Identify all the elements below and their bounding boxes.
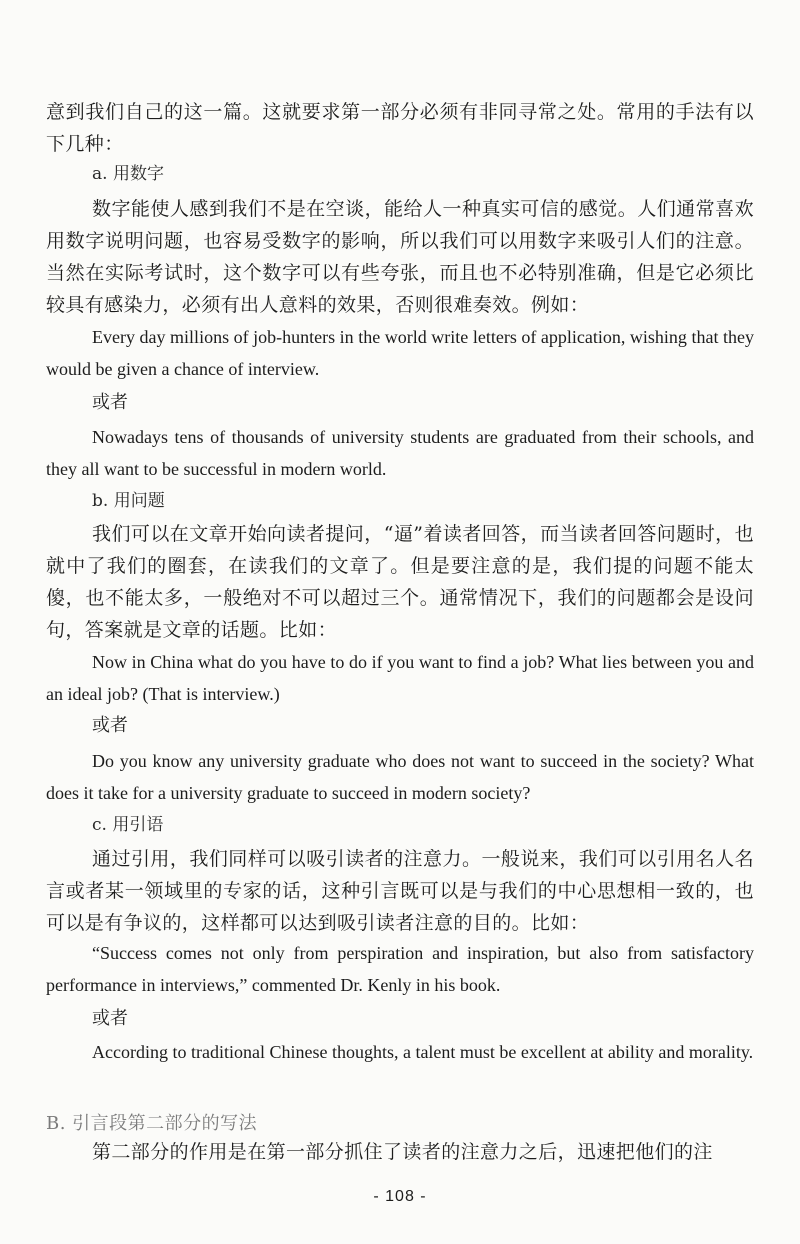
or-label: 或者 — [92, 1008, 128, 1029]
section-heading: B. 引言段第二部分的写法 — [46, 1113, 258, 1134]
numbers-example-2: Nowadays tens of thousands of university students are graduated from their schools, and they all want to be successful in modern world. — [46, 427, 754, 479]
or-label: 或者 — [92, 392, 128, 413]
or-label: 或者 — [92, 715, 128, 736]
page-number: - 108 - — [373, 1188, 427, 1205]
quotes-paragraph: 通过引用，我们同样可以吸引读者的注意力。一般说来，我们可以引用名人名言或者某一领域里的专家的话，这种引言既可以是与我们的中心思想相一致的，也可以是有争议的，这样都可以达到吸引读者注意的目的。比如： — [46, 848, 754, 934]
numbers-paragraph: 数字能使人感到我们不是在空谈，能给人一种真实可信的感觉。人们通常喜欢用数字说明问题，也容易受数字的影响，所以我们可以用数字来吸引人们的注意。当然在实际考试时，这个数字可以有些夸张，而且也不必特别准确，但是它必须比较具有感染力，必须有出人意料的效果，否则很难奏效。例如： — [46, 198, 754, 316]
subheading-numbers: a. 用数字 — [92, 164, 164, 184]
numbers-example-1: Every day millions of job-hunters in the world write letters of application, wishing that they would be given a chance of interview. — [46, 327, 754, 379]
questions-paragraph: 我们可以在文章开始向读者提问，“逼”着读者回答，而当读者回答问题时，也就中了我们的圈套，在读我们的文章了。但是要注意的是，我们提的问题不能太傻，也不能太多，一般绝对不可以超过三个。通常情况下，我们的问题都会是设问句，答案就是文章的话题。比如： — [46, 523, 754, 641]
subheading-questions: b. 用问题 — [92, 491, 165, 511]
quotes-example-1: “Success comes not only from perspiration and inspiration, but also from satisfactory performance in interviews,” commented Dr. Kenly in his book. — [46, 943, 754, 995]
subheading-quotes: c. 用引语 — [92, 815, 164, 835]
intro-paragraph: 意到我们自己的这一篇。这就要求第一部分必须有非同寻常之处。常用的手法有以下几种： — [46, 101, 754, 155]
questions-example-1: Now in China what do you have to do if you want to find a job? What lies between you and an ideal job? (That is interview.) — [46, 652, 754, 704]
section-paragraph: 第二部分的作用是在第一部分抓住了读者的注意力之后，迅速把他们的注 — [92, 1141, 713, 1163]
questions-example-2: Do you know any university graduate who does not want to succeed in the society? What does it take for a university graduate to succeed in modern society? — [46, 751, 754, 803]
quotes-example-2: According to traditional Chinese thoughts, a talent must be excellent at ability and morality. — [92, 1042, 754, 1062]
